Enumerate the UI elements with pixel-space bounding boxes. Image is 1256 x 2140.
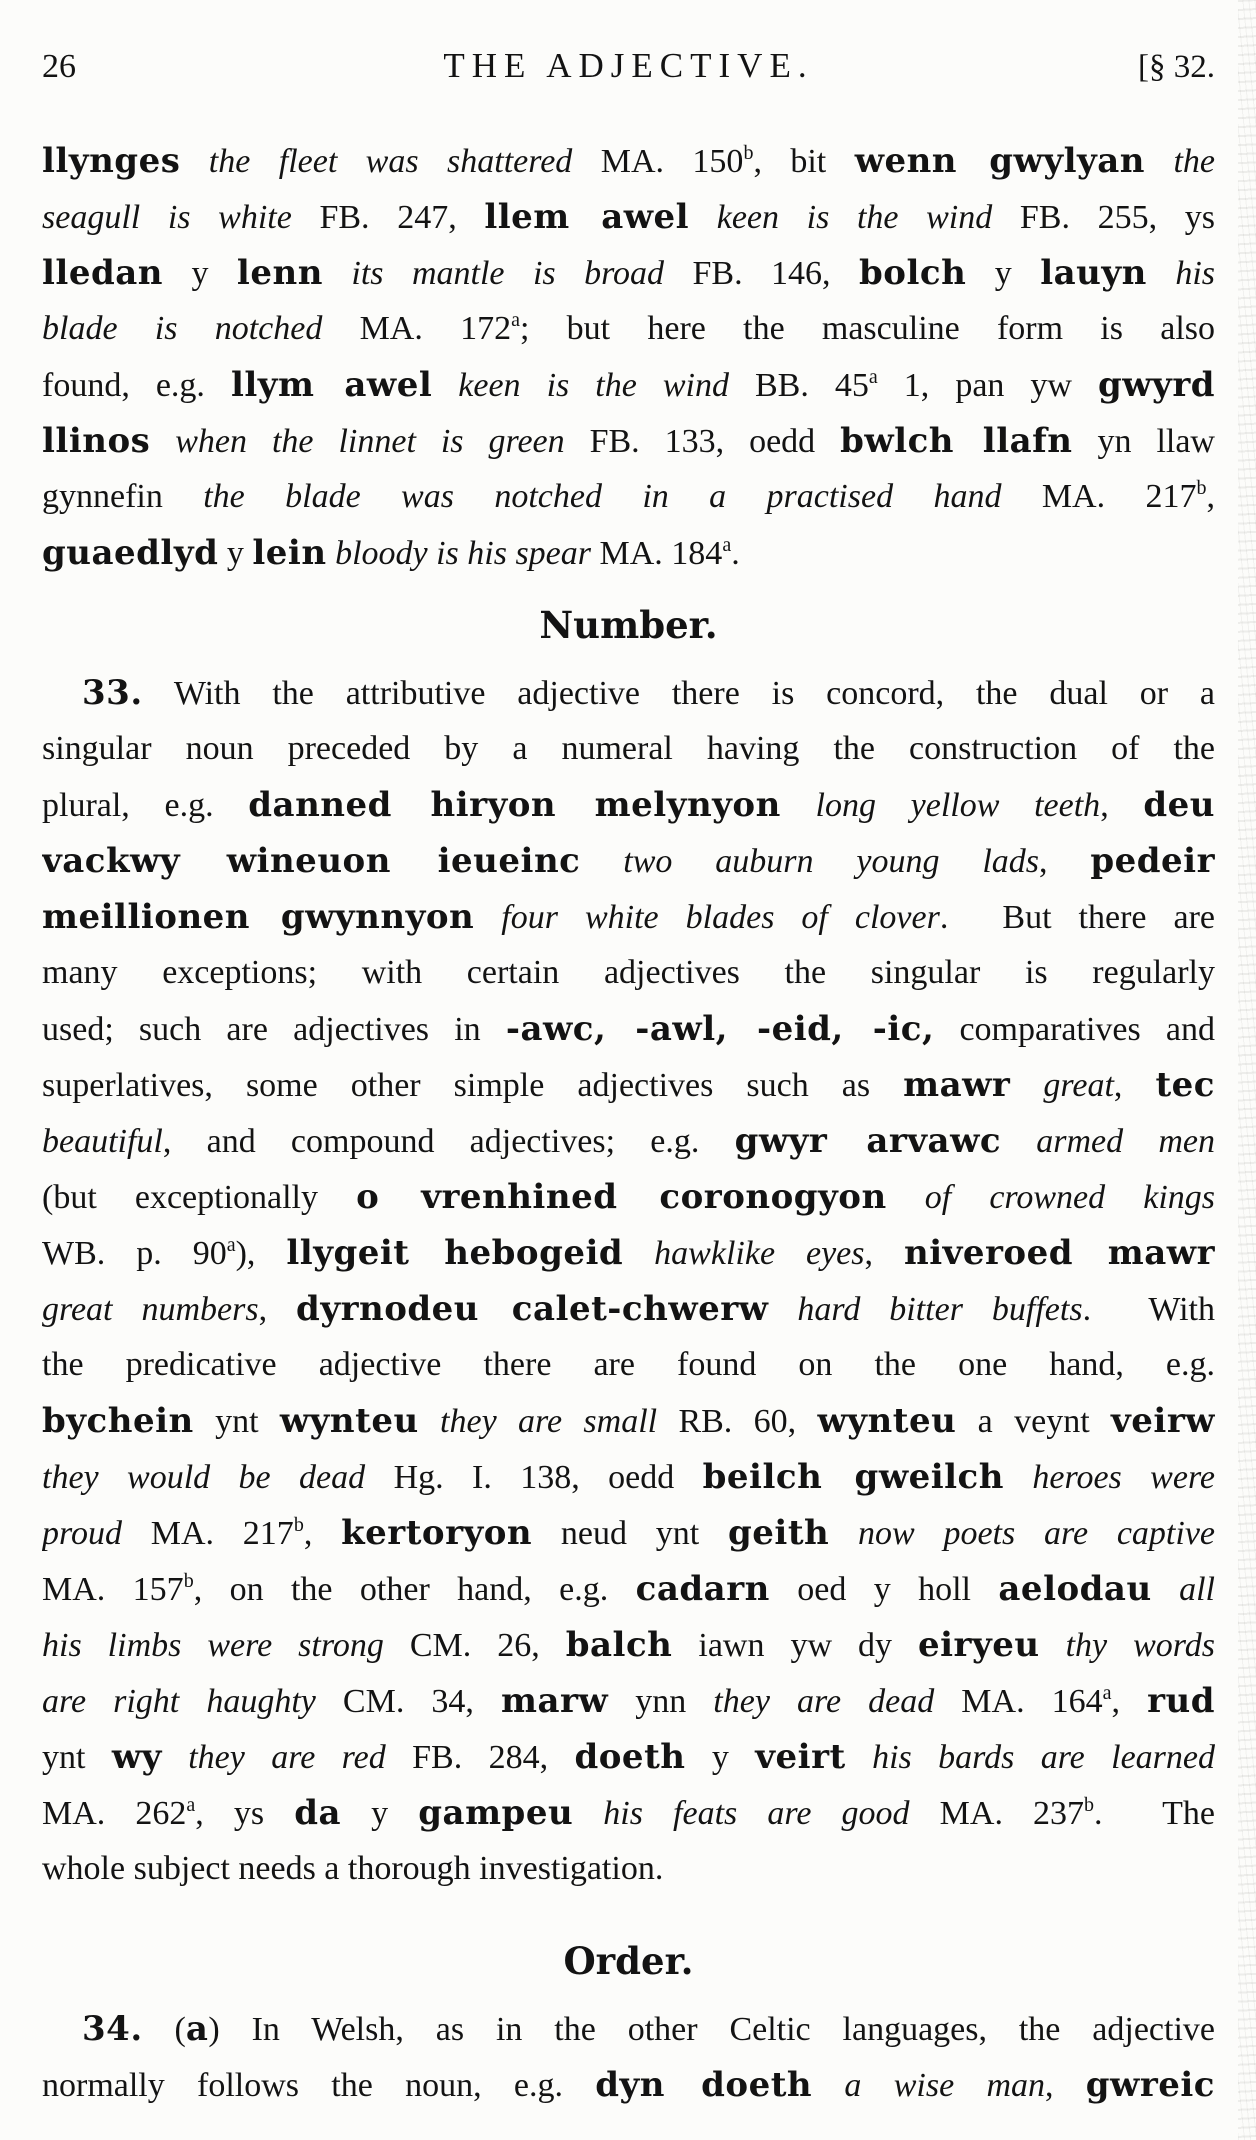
text-line — [42, 357, 1215, 413]
welsh-term: wenn gwylyan — [854, 141, 1146, 181]
gloss-text: two auburn young lads — [580, 843, 1039, 880]
text-line — [42, 1449, 1215, 1505]
superscript-ref: a — [1102, 1682, 1112, 1704]
text-line — [42, 1169, 1215, 1225]
text-line — [42, 1337, 1215, 1393]
welsh-term: llynges — [42, 141, 181, 181]
body-text: , — [1111, 1683, 1148, 1720]
welsh-term: deu — [1143, 785, 1215, 825]
body-text: With the attributive adjective there is concord, the dual or a — [142, 675, 1215, 712]
welsh-term: lauyn — [1040, 253, 1147, 293]
body-text: 1, pan yw — [877, 367, 1099, 404]
welsh-term: bwlch llafn — [840, 421, 1073, 461]
body-text: FB. 247, — [319, 199, 485, 236]
body-text: gynnefin — [42, 478, 204, 515]
text-line — [42, 525, 1215, 581]
welsh-term: llinos — [42, 421, 151, 461]
gloss-text: his bards are learned — [845, 1739, 1215, 1776]
welsh-term: wynteu — [279, 1401, 419, 1441]
superscript-ref: a — [226, 1234, 236, 1256]
body-text: ynt — [42, 1739, 112, 1776]
welsh-term: dyrnodeu calet-chwerw — [296, 1289, 769, 1329]
text-line — [42, 833, 1215, 889]
gloss-text: they are dead — [713, 1683, 962, 1720]
body-text: y — [163, 255, 237, 292]
body-text: , ys — [195, 1795, 295, 1832]
text-line — [42, 413, 1215, 469]
body-text: CM. 26, — [409, 1627, 566, 1664]
gloss-text: bloody is his spear — [326, 535, 600, 572]
body-text: . The — [1094, 1795, 1215, 1832]
page-body — [42, 133, 1215, 2113]
gloss-text: a wise man — [812, 2067, 1045, 2104]
gloss-text: great numbers — [42, 1291, 259, 1328]
body-text: y — [341, 1795, 419, 1832]
body-text: MA. 217 — [150, 1515, 294, 1552]
welsh-term: niveroed mawr — [903, 1233, 1215, 1273]
body-text: iawn yw dy — [672, 1627, 918, 1664]
gloss-text: its mantle is broad — [322, 255, 693, 292]
body-text: superlatives, some other simple adjectives such as — [42, 1067, 904, 1104]
superscript-ref: a — [511, 309, 520, 331]
gloss-text: are right haughty — [42, 1683, 343, 1720]
welsh-term: bychein — [42, 1401, 194, 1441]
text-line — [42, 777, 1215, 833]
welsh-term: mawr — [903, 1065, 1011, 1105]
welsh-term: 33. — [82, 673, 143, 713]
body-text: found, e.g. — [42, 367, 231, 404]
gloss-text: hawklike eyes — [623, 1235, 865, 1272]
body-text: FB. 146, — [692, 255, 860, 292]
gloss-text: of crowned kings — [886, 1179, 1215, 1216]
para-section-33 — [42, 665, 1215, 1897]
welsh-term: eiryeu — [918, 1625, 1040, 1665]
welsh-term: -awc, -awl, -eid, -ic, — [505, 1009, 935, 1049]
body-text: , — [303, 1515, 342, 1552]
para-section-32-continuation — [42, 133, 1215, 581]
gloss-text: all — [1151, 1571, 1215, 1608]
text-line — [42, 1057, 1215, 1113]
welsh-term: o vrenhined coronogyon — [356, 1177, 887, 1217]
body-text: the predicative adjective there are found on the one hand, e.g. — [42, 1346, 1215, 1383]
body-text: , on the other hand, e.g. — [193, 1571, 636, 1608]
body-text: , — [1045, 2067, 1086, 2104]
text-line — [42, 189, 1215, 245]
text-line — [42, 1001, 1215, 1057]
body-text: y — [218, 535, 253, 572]
gloss-text: the — [1145, 143, 1215, 180]
welsh-term: llem awel — [484, 197, 690, 237]
gloss-text: hard bitter buffets — [768, 1291, 1083, 1328]
superscript-ref: b — [183, 1570, 194, 1592]
gloss-text: armed men — [1001, 1123, 1215, 1160]
text-line — [42, 301, 1215, 357]
body-text: oed y holl — [769, 1571, 999, 1608]
welsh-term: danned hiryon melynyon — [248, 785, 781, 825]
welsh-term: lein — [252, 533, 327, 573]
body-text: , — [864, 1235, 904, 1272]
welsh-term: beilch gweilch — [702, 1457, 1004, 1497]
superscript-ref: b — [1084, 1794, 1095, 1816]
page-header — [42, 46, 1215, 87]
body-text: y — [685, 1739, 756, 1776]
body-text: RB. 60, — [678, 1403, 818, 1440]
welsh-term: lledan — [42, 253, 163, 293]
body-text: comparatives and — [934, 1011, 1215, 1048]
gloss-text: now poets are captive — [829, 1515, 1215, 1552]
body-text: y — [966, 255, 1041, 292]
text-line — [42, 665, 1215, 721]
welsh-term: bolch — [859, 253, 967, 293]
text-line — [42, 945, 1215, 1001]
text-line — [42, 2001, 1215, 2057]
text-line — [42, 1225, 1215, 1281]
gloss-text: his — [1146, 255, 1215, 292]
text-line — [42, 1113, 1215, 1169]
gloss-text: they are red — [161, 1739, 413, 1776]
body-text: BB. 45 — [754, 367, 869, 404]
welsh-term: 34. — [82, 2009, 143, 2049]
body-text: Hg. I. 138, oedd — [393, 1459, 703, 1496]
body-text: FB. 284, — [412, 1739, 575, 1776]
welsh-term: gampeu — [418, 1793, 574, 1833]
body-text: MA. 150 — [600, 143, 744, 180]
order-heading: Order. — [563, 1939, 694, 1983]
body-text: many exceptions; with certain adjectives the singular is regularly — [42, 954, 1215, 991]
welsh-term: balch — [565, 1625, 673, 1665]
superscript-ref: a — [722, 534, 732, 556]
scan-noise-right-edge — [1238, 0, 1256, 2140]
text-line — [42, 1785, 1215, 1841]
gloss-text: four white blades of clover — [474, 899, 940, 936]
body-text: plural, e.g. — [42, 787, 249, 824]
welsh-term: cadarn — [635, 1569, 770, 1609]
body-text: MA. 157 — [42, 1571, 184, 1608]
welsh-term: marw — [500, 1681, 609, 1721]
body-text: ynn — [608, 1683, 714, 1720]
text-line — [42, 721, 1215, 777]
welsh-term: meillionen gwynnyon — [42, 897, 475, 937]
welsh-term: llym awel — [230, 365, 433, 405]
body-text: MA. 262 — [42, 1795, 187, 1832]
body-text: , — [1206, 478, 1215, 515]
welsh-term: gwyr arvawc — [734, 1121, 1002, 1161]
welsh-term: a — [185, 2009, 209, 2049]
gloss-text: proud — [42, 1515, 151, 1552]
text-line — [42, 1393, 1215, 1449]
welsh-term: gwreic — [1085, 2065, 1215, 2105]
body-text: . — [731, 535, 740, 572]
superscript-ref: b — [743, 142, 754, 164]
welsh-term: geith — [728, 1513, 830, 1553]
body-text: , and compound adjectives; e.g. — [162, 1123, 735, 1160]
gloss-text: his feats are good — [573, 1795, 940, 1832]
superscript-ref: a — [868, 366, 878, 388]
page-number: 26 — [42, 48, 76, 85]
welsh-term: gwyrd — [1098, 365, 1215, 405]
text-line — [42, 1505, 1215, 1561]
running-title: THE ADJECTIVE. — [443, 46, 814, 85]
body-text: ; but here the masculine form is also — [520, 310, 1215, 347]
text-line — [42, 1617, 1215, 1673]
welsh-term: rud — [1147, 1681, 1215, 1721]
section-reference: [§ 32. — [1138, 49, 1215, 85]
superscript-ref: b — [1196, 477, 1207, 499]
body-text: . But there are — [939, 899, 1215, 936]
text-line — [42, 469, 1215, 525]
body-text: (but exceptionally — [42, 1179, 357, 1216]
body-text: used; such are adjectives in — [42, 1011, 506, 1048]
welsh-term: da — [294, 1793, 342, 1833]
gloss-text: heroes were — [1003, 1459, 1215, 1496]
gloss-text: keen is the wind — [689, 199, 1020, 236]
welsh-term: vackwy wineuon ieueinc — [42, 841, 581, 881]
gloss-text: they are small — [418, 1403, 679, 1440]
text-line — [42, 1841, 1215, 1897]
body-text: ynt — [193, 1403, 280, 1440]
gloss-text: thy words — [1039, 1627, 1215, 1664]
body-text: MA. 164 — [961, 1683, 1103, 1720]
body-text: MA. 184 — [599, 535, 723, 572]
welsh-term: doeth — [574, 1737, 686, 1777]
welsh-term: veirt — [755, 1737, 846, 1777]
superscript-ref: b — [293, 1514, 304, 1536]
text-line — [42, 889, 1215, 945]
welsh-term: aelodau — [998, 1569, 1152, 1609]
gloss-text: great — [1010, 1067, 1114, 1104]
body-text: FB. 133, oedd — [589, 423, 841, 460]
welsh-term: llygeit hebogeid — [286, 1233, 624, 1273]
body-text: MA. 217 — [1041, 478, 1197, 515]
text-line — [42, 1729, 1215, 1785]
body-text: , — [258, 1291, 297, 1328]
body-text: MA. 237 — [939, 1795, 1085, 1832]
gloss-text: long yellow teeth — [780, 787, 1101, 824]
text-line — [42, 2057, 1215, 2113]
text-line — [42, 1561, 1215, 1617]
body-text: ( — [142, 2011, 186, 2048]
body-text: neud ynt — [532, 1515, 728, 1552]
body-text: yn llaw — [1072, 423, 1215, 460]
welsh-term: wynteu — [817, 1401, 957, 1441]
gloss-text: his limbs were strong — [42, 1627, 410, 1664]
body-text: , — [1100, 787, 1144, 824]
welsh-term: veirw — [1111, 1401, 1215, 1441]
body-text: ) In Welsh, as in the other Celtic languages, the adjective — [208, 2011, 1215, 2048]
body-text: WB. p. 90 — [42, 1235, 227, 1272]
welsh-term: tec — [1155, 1065, 1215, 1105]
body-text: , bit — [753, 143, 855, 180]
welsh-term: dyn doeth — [595, 2065, 813, 2105]
superscript-ref: a — [186, 1794, 196, 1816]
body-text: normally follows the noun, e.g. — [42, 2067, 596, 2104]
body-text: , — [1039, 843, 1091, 880]
body-text: whole subject needs a thorough investigation. — [42, 1850, 664, 1887]
number-heading: Number. — [539, 603, 718, 647]
gloss-text: the fleet was shattered — [180, 143, 601, 180]
body-text: MA. 172 — [359, 310, 512, 347]
gloss-text: they would be dead — [42, 1459, 394, 1496]
gloss-text: the blade was notched in a practised hand — [203, 478, 1042, 515]
welsh-term: lenn — [236, 253, 323, 293]
body-text: a veynt — [956, 1403, 1112, 1440]
welsh-term: kertoryon — [341, 1513, 533, 1553]
gloss-text: beautiful — [42, 1123, 163, 1160]
gloss-text: keen is the wind — [432, 367, 755, 404]
text-line — [42, 1673, 1215, 1729]
body-text: singular noun preceded by a numeral having the construction of the — [42, 730, 1215, 767]
welsh-term: pedeir — [1090, 841, 1215, 881]
body-text: . With — [1082, 1291, 1215, 1328]
para-section-34 — [42, 2001, 1215, 2113]
text-line — [42, 245, 1215, 301]
welsh-term: guaedlyd — [42, 533, 219, 573]
text-line — [42, 133, 1215, 189]
text-line — [42, 1281, 1215, 1337]
gloss-text: blade is notched — [42, 310, 360, 347]
body-text: ), — [235, 1235, 287, 1272]
body-text: , — [1113, 1067, 1156, 1104]
body-text: FB. 255, ys — [1019, 199, 1215, 236]
gloss-text: when the linnet is green — [150, 423, 590, 460]
welsh-term: wy — [111, 1737, 162, 1777]
gloss-text: seagull is white — [42, 199, 320, 236]
body-text: CM. 34, — [342, 1683, 501, 1720]
